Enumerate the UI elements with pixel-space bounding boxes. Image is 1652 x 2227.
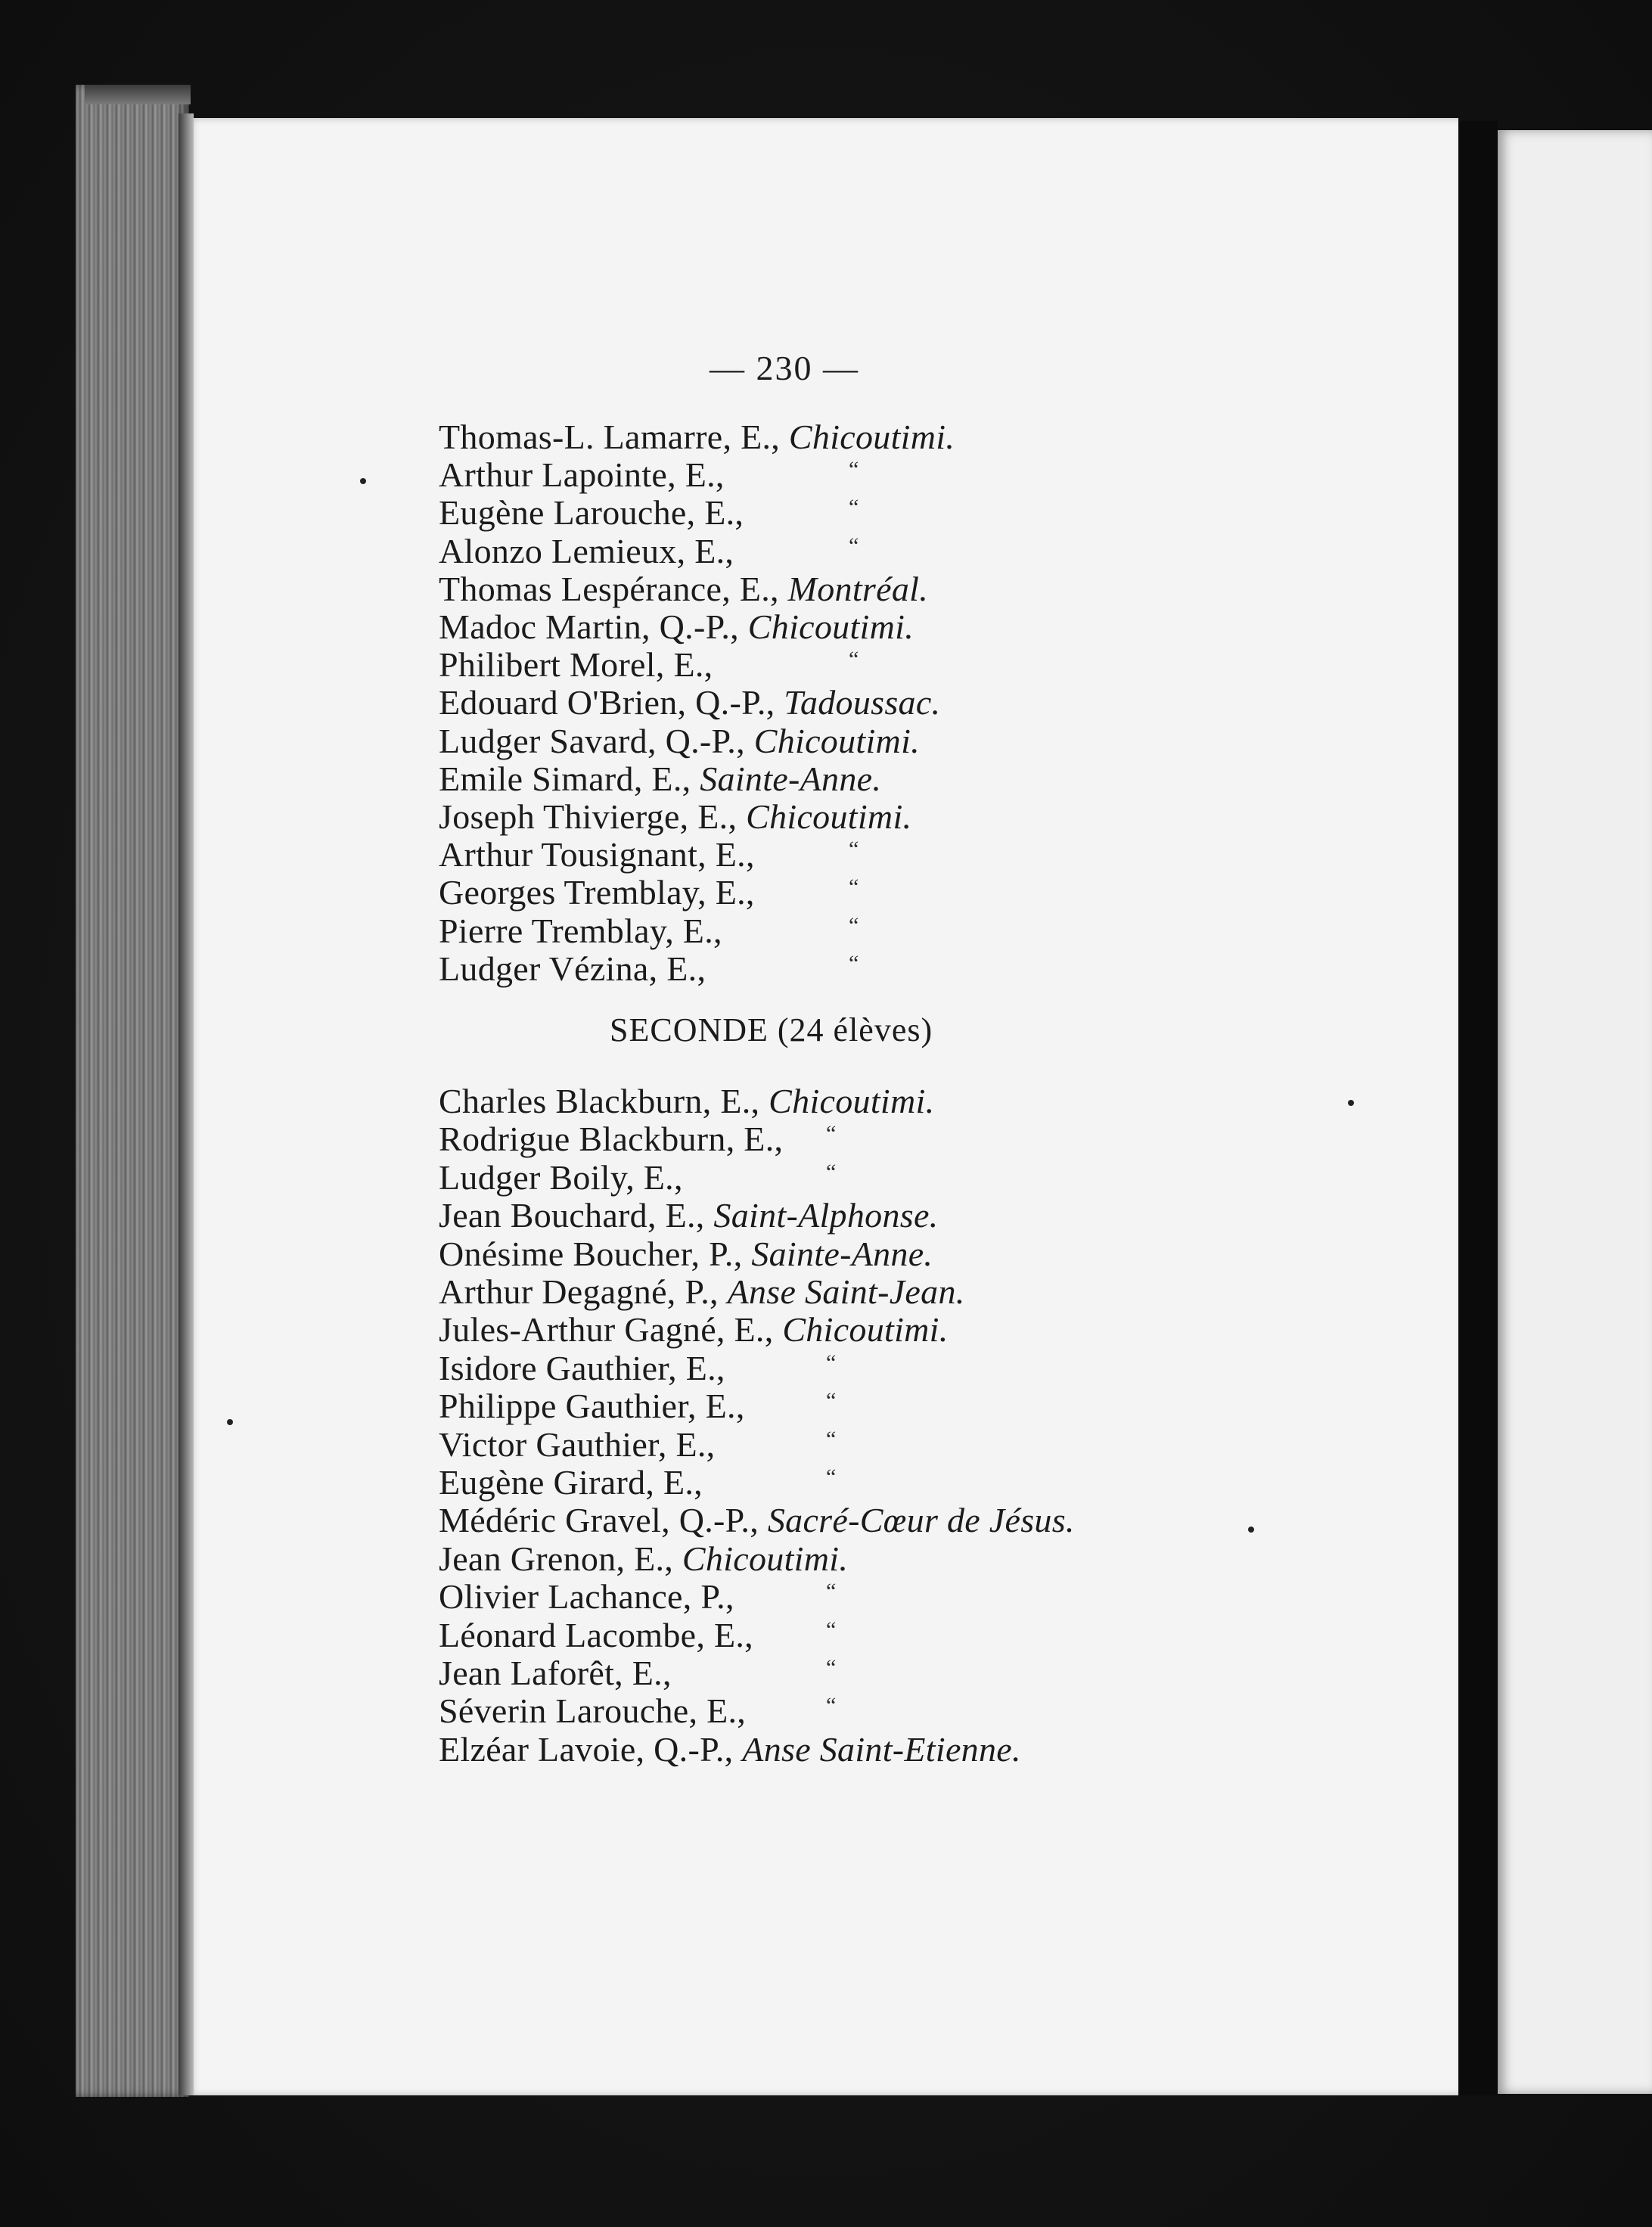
entry-name: Pierre Tremblay, E., — [439, 911, 722, 950]
entry-name: Eugène Girard, E., — [439, 1463, 703, 1502]
speck — [1248, 1527, 1254, 1533]
entry-place: Saint-Alphonse. — [713, 1196, 939, 1235]
ditto-mark: “ — [849, 950, 859, 976]
speck — [360, 478, 366, 484]
entry-place: Montréal. — [787, 569, 929, 608]
entry-name: Jean Laforêt, E., — [439, 1654, 672, 1692]
ditto-mark: “ — [849, 837, 859, 862]
entry-place: Chicoutimi. — [747, 607, 914, 646]
entry-name: Philippe Gauthier, E., — [439, 1387, 745, 1426]
entry-name: Jean Bouchard, E., — [439, 1196, 705, 1235]
entry-place: Anse Saint-Jean. — [727, 1272, 965, 1311]
facing-page — [1498, 130, 1652, 2094]
page-edges — [76, 85, 189, 2097]
entry-name: Elzéar Lavoie, Q.-P., — [439, 1729, 734, 1769]
entry-place: Anse Saint-Etienne. — [742, 1729, 1021, 1769]
entry-name: Victor Gauthier, E., — [439, 1424, 716, 1464]
ditto-mark: “ — [826, 1579, 837, 1604]
ditto-mark: “ — [826, 1388, 837, 1414]
entry-place: Chicoutimi. — [782, 1310, 949, 1350]
entry-name: Joseph Thivierge, E., — [439, 797, 738, 836]
page-number: — 230 — — [710, 349, 859, 387]
entry-name: Isidore Gauthier, E., — [439, 1348, 725, 1387]
ditto-mark: “ — [826, 1350, 837, 1375]
entry-place: Chicoutimi. — [753, 721, 920, 760]
entry-place: Chicoutimi. — [769, 1082, 935, 1120]
entry-place: Chicoutimi. — [746, 797, 912, 836]
entry-name: Olivier Lachance, P., — [439, 1577, 734, 1617]
ditto-mark: “ — [826, 1693, 837, 1719]
entry-name: Arthur Tousignant, E., — [439, 835, 755, 874]
page-divider — [1458, 121, 1498, 2095]
entry-name: Arthur Lapointe, E., — [439, 455, 725, 495]
ditto-mark: “ — [849, 912, 859, 938]
ditto-mark: “ — [826, 1655, 837, 1680]
page-edges-top — [85, 85, 191, 104]
ditto-mark: “ — [826, 1121, 837, 1147]
entry-name: Léonard Lacombe, E., — [439, 1615, 753, 1654]
ditto-mark: “ — [826, 1617, 837, 1642]
entry-name: Jean Grenon, E., — [439, 1539, 674, 1578]
entry-name: Emile Simard, E., — [439, 759, 691, 798]
entry-name: Alonzo Lemieux, E., — [439, 531, 734, 570]
entry-name: Ludger Vézina, E., — [439, 949, 706, 988]
entry-name: Charles Blackburn, E., — [439, 1082, 760, 1120]
entry-name: Jules-Arthur Gagné, E., — [439, 1310, 774, 1350]
entry-place: Tadoussac. — [784, 683, 941, 722]
ditto-mark: “ — [826, 1159, 837, 1185]
ditto-mark: “ — [849, 647, 859, 672]
entry-place: Sainte-Anne. — [700, 759, 882, 798]
ditto-mark: “ — [849, 457, 859, 483]
speck — [227, 1419, 233, 1425]
ditto-mark: “ — [849, 495, 859, 520]
ditto-mark: “ — [849, 874, 859, 900]
entry-name: Philibert Morel, E., — [439, 645, 713, 685]
entry-name: Edouard O'Brien, Q.-P., — [439, 683, 775, 722]
entry-name: Médéric Gravel, Q.-P., — [439, 1501, 759, 1540]
book-page — [188, 118, 1458, 2095]
entry-name: Arthur Degagné, P., — [439, 1272, 719, 1311]
entry-place: Chicoutimi. — [788, 418, 955, 456]
entry-name: Madoc Martin, Q.-P., — [439, 607, 739, 646]
speck — [1348, 1100, 1354, 1106]
entry-name: Eugène Larouche, E., — [439, 493, 744, 533]
entry-place: Chicoutimi. — [682, 1539, 849, 1578]
entry-name: Thomas-L. Lamarre, E., — [439, 418, 781, 456]
entry-place: Sacré-Cœur de Jésus. — [767, 1501, 1075, 1540]
ditto-mark: “ — [826, 1464, 837, 1489]
entry-name: Ludger Savard, Q.-P., — [439, 721, 745, 760]
entry-name: Ludger Boily, E., — [439, 1157, 683, 1197]
gutter-shadow — [179, 113, 194, 2095]
section-heading: SECONDE (24 élèves) — [610, 1011, 933, 1048]
entry-name: Séverin Larouche, E., — [439, 1691, 747, 1731]
ditto-mark: “ — [849, 533, 859, 558]
entry-place: Sainte-Anne. — [751, 1234, 933, 1273]
entry-name: Rodrigue Blackburn, E., — [439, 1120, 784, 1159]
ditto-mark: “ — [826, 1426, 837, 1452]
entry-name: Thomas Lespérance, E., — [439, 569, 779, 608]
entry-name: Onésime Boucher, P., — [439, 1234, 743, 1273]
entry-name: Georges Tremblay, E., — [439, 873, 755, 912]
